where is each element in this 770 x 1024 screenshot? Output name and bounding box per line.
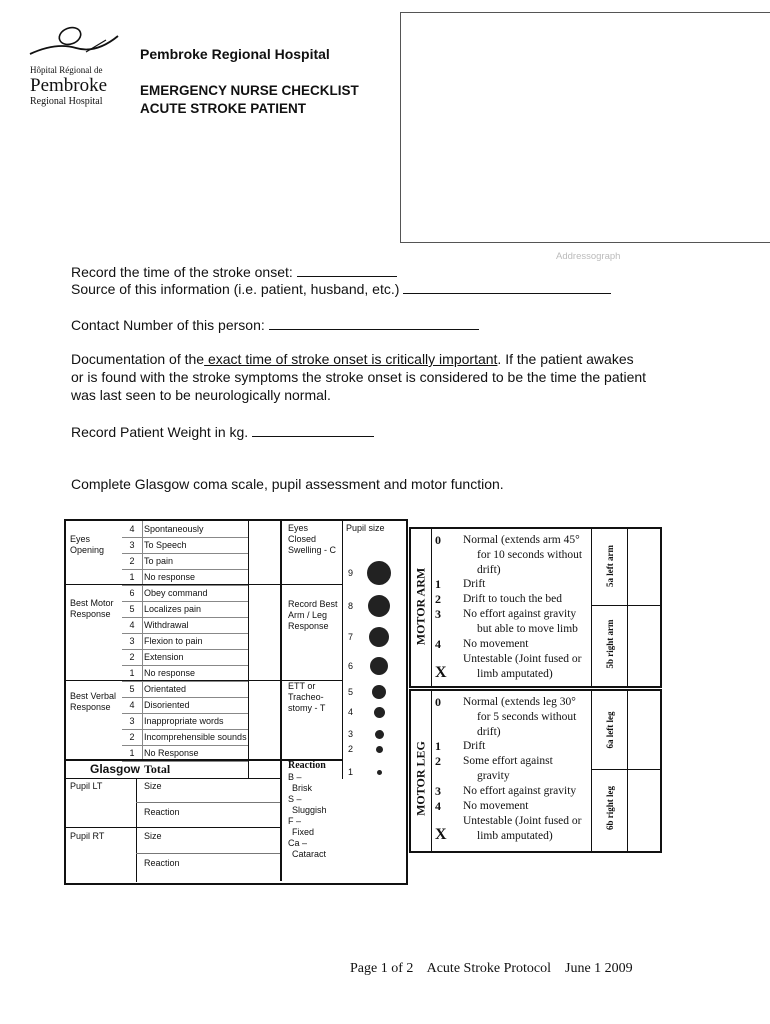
doc-pre: Documentation of the	[71, 351, 205, 367]
pupil-size-dot	[370, 657, 388, 675]
motor-score: 3	[129, 635, 135, 646]
verbal-text: Orientated	[144, 683, 187, 694]
contact-line	[71, 315, 479, 334]
eyes-score: 2	[129, 555, 135, 566]
arm-side-left: 5a left arm	[605, 545, 615, 587]
best-motor-label: Best Motor Response	[70, 598, 114, 619]
verbal-text: Inappropriate words	[144, 715, 224, 726]
complete-instruction: Complete Glasgow coma scale, pupil assessment and motor function.	[71, 476, 504, 492]
motor-leg-desc: Drift	[463, 740, 486, 752]
eyes-option[interactable]	[122, 537, 248, 554]
pupil-lt-label: Pupil LT	[70, 781, 103, 791]
pupil-size-number: 5	[348, 687, 354, 697]
logo-swoosh-icon	[26, 22, 126, 62]
reaction-code: Sluggish	[292, 805, 327, 815]
motor-leg-desc: Normal (extends leg 30°	[463, 696, 576, 708]
onset-label: Record the time of the stroke onset:	[71, 264, 293, 280]
leg-side-right: 6b right leg	[605, 786, 615, 830]
pupil-lt-reaction-label: Reaction	[144, 807, 180, 817]
motor-arm-desc: Drift	[463, 578, 486, 590]
motor-text: Withdrawal	[144, 619, 189, 630]
verbal-score: 3	[129, 715, 135, 726]
record-best-note: Record Best Arm / Leg Response	[288, 599, 338, 631]
motor-leg-desc: gravity	[477, 770, 510, 782]
pupil-size-dot	[368, 595, 390, 617]
hospital-name: Pembroke Regional Hospital	[140, 46, 330, 62]
gcs-table	[64, 519, 408, 885]
motor-text: Obey command	[144, 587, 208, 598]
motor-arm-score: 0	[435, 533, 441, 547]
motor-leg-score: 1	[435, 739, 441, 753]
verbal-score: 5	[129, 683, 135, 694]
weight-field[interactable]	[252, 422, 374, 437]
motor-leg-desc: drift)	[477, 726, 501, 738]
motor-option[interactable]	[122, 617, 248, 634]
pupil-size-dot	[377, 770, 382, 775]
total-field[interactable]	[248, 761, 280, 779]
leg-right-score-field[interactable]	[628, 770, 659, 849]
addressograph-label: Addressograph	[556, 251, 621, 262]
reaction-code: Brisk	[292, 783, 312, 793]
motor-option[interactable]	[122, 585, 248, 602]
arm-side-right: 5b right arm	[605, 619, 615, 669]
motor-score: 1	[129, 667, 135, 678]
checklist-title: EMERGENCY NURSE CHECKLIST	[140, 83, 359, 98]
pupil-size-number: 4	[348, 707, 354, 717]
motor-arm-desc: No movement	[463, 638, 529, 650]
motor-score: 5	[129, 603, 135, 614]
eyes-text: To Speech	[144, 539, 187, 550]
arm-left-score-field[interactable]	[628, 529, 659, 604]
glasgow-label: Glasgow	[90, 762, 141, 776]
motor-leg-label: MOTOR LEG	[413, 741, 428, 816]
reaction-code: B –	[288, 772, 302, 782]
motor-leg-score: 0	[435, 695, 441, 709]
contact-label: Contact Number of this person:	[71, 317, 265, 333]
best-verbal-label: Best Verbal Response	[70, 691, 117, 712]
motor-score: 2	[129, 651, 135, 662]
page-footer: Page 1 of 2 Acute Stroke Protocol June 1 2009	[350, 961, 633, 976]
motor-arm-score: 3	[435, 607, 441, 621]
motor-arm-desc: drift)	[477, 564, 501, 576]
motor-leg-score: 3	[435, 784, 441, 798]
verbal-text: No Response	[144, 747, 199, 758]
verbal-option[interactable]	[122, 729, 248, 746]
reaction-code: Cataract	[292, 849, 327, 859]
motor-arm-desc: Normal (extends arm 45°	[463, 534, 580, 546]
source-field[interactable]	[403, 279, 611, 294]
motor-arm-desc: Drift to touch the bed	[463, 593, 563, 605]
motor-arm-desc: Untestable (Joint fused or	[463, 653, 582, 665]
motor-leg-desc: Untestable (Joint fused or	[463, 815, 582, 827]
pupil-rt-size-label: Size	[144, 831, 162, 841]
leg-left-score-field[interactable]	[628, 691, 659, 768]
motor-leg-desc: limb amputated)	[477, 830, 553, 842]
reaction-code: Ca –	[288, 838, 308, 848]
logo-line2: Pembroke	[30, 75, 108, 96]
verbal-option[interactable]	[122, 697, 248, 714]
verbal-text: Disoriented	[144, 699, 190, 710]
motor-leg-desc: for 5 seconds without	[477, 711, 577, 723]
pupil-lt-size-label: Size	[144, 781, 162, 791]
motor-arm-score: X	[435, 664, 447, 681]
eyes-closed-note: Eyes Closed Swelling - C	[288, 523, 337, 555]
pupil-size-dot	[372, 685, 386, 699]
contact-field[interactable]	[269, 315, 479, 330]
motor-score: 6	[129, 587, 135, 598]
total-label: Total	[144, 762, 171, 776]
motor-option[interactable]	[122, 601, 248, 618]
pupil-size-number: 3	[348, 729, 354, 739]
eyes-option[interactable]	[122, 521, 248, 538]
hospital-logo	[26, 22, 126, 114]
doc-line3: was last seen to be neurologically normal.	[71, 387, 331, 403]
motor-arm-score: 1	[435, 577, 441, 591]
eyes-option[interactable]	[122, 553, 248, 570]
pupil-size-number: 9	[348, 568, 354, 578]
motor-arm-score: 2	[435, 592, 441, 606]
doc-post: . If the patient awakes	[497, 351, 634, 367]
eyes-opening-label: Eyes Opening	[70, 534, 105, 555]
verbal-score: 4	[129, 699, 135, 710]
motor-arm-desc: No effort against gravity	[463, 608, 577, 620]
pupil-size-dot	[376, 746, 383, 753]
motor-leg-table	[409, 689, 662, 853]
reaction-code: Fixed	[292, 827, 315, 837]
onset-field[interactable]	[297, 262, 397, 277]
documentation-paragraph	[71, 350, 711, 404]
pupil-size-dot	[367, 561, 391, 585]
ett-note: ETT or Tracheo- stomy - T	[288, 681, 326, 713]
source-label: Source of this information (i.e. patient, husband, etc.)	[71, 281, 400, 297]
eyes-text: Spontaneously	[144, 523, 204, 534]
logo-line1: Hôpital Régional de	[30, 65, 103, 75]
weight-line	[71, 422, 374, 441]
verbal-score: 1	[129, 747, 135, 758]
motor-leg-score: 4	[435, 799, 441, 813]
motor-leg-desc: Some effort against	[463, 755, 553, 767]
motor-arm-score: 4	[435, 637, 441, 651]
pupil-size-dot	[374, 707, 385, 718]
pupil-rt-label: Pupil RT	[70, 831, 105, 841]
verbal-score: 2	[129, 731, 135, 742]
addressograph-box[interactable]	[400, 12, 770, 243]
arm-right-score-field[interactable]	[628, 606, 659, 684]
pupil-size-number: 2	[348, 744, 354, 754]
pupil-size-head: Pupil size	[346, 523, 385, 533]
motor-arm-desc: but able to move limb	[477, 623, 578, 635]
pupil-size-number: 8	[348, 601, 354, 611]
pupil-size-number: 6	[348, 661, 354, 671]
checklist-subtitle: ACUTE STROKE PATIENT	[140, 101, 307, 116]
motor-text: Localizes pain	[144, 603, 202, 614]
motor-text: No response	[144, 667, 196, 678]
verbal-option[interactable]	[122, 681, 248, 698]
reaction-codes	[288, 772, 344, 860]
reaction-code: F –	[288, 816, 302, 826]
motor-leg-score: X	[435, 826, 447, 843]
motor-arm-label: MOTOR ARM	[413, 567, 428, 646]
weight-label: Record Patient Weight in kg.	[71, 424, 249, 440]
motor-leg-desc: No movement	[463, 800, 529, 812]
eyes-score: 3	[129, 539, 135, 550]
motor-arm-table	[409, 527, 662, 688]
eyes-text: To pain	[144, 555, 174, 566]
pupil-rt-reaction-label: Reaction	[144, 858, 180, 868]
motor-leg-desc: No effort against gravity	[463, 785, 577, 797]
motor-score: 4	[129, 619, 135, 630]
doc-underline: exact time of stroke onset is critically important	[204, 351, 498, 367]
leg-side-left: 6a left leg	[605, 711, 615, 749]
reaction-code: S –	[288, 794, 302, 804]
motor-leg-score: 2	[435, 754, 441, 768]
pupil-size-number: 1	[348, 767, 354, 777]
motor-text: Flexion to pain	[144, 635, 203, 646]
motor-arm-desc: for 10 seconds without	[477, 549, 583, 561]
motor-arm-desc: limb amputated)	[477, 668, 553, 680]
eyes-score: 4	[129, 523, 135, 534]
doc-line2: or is found with the stroke symptoms the stroke onset is considered to be the time the patient	[71, 369, 647, 385]
motor-option[interactable]	[122, 633, 248, 650]
pupil-size-dot	[375, 730, 384, 739]
source-line	[71, 279, 611, 298]
verbal-option[interactable]	[122, 713, 248, 730]
verbal-text: Incomprehensible sounds	[144, 731, 247, 742]
eyes-score: 1	[129, 571, 135, 582]
motor-option[interactable]	[122, 649, 248, 666]
logo-line3: Regional Hospital	[30, 96, 103, 107]
eyes-text: No response	[144, 571, 196, 582]
reaction-head: Reaction	[288, 760, 326, 771]
pupil-size-dot	[369, 627, 389, 647]
pupil-size-number: 7	[348, 632, 354, 642]
motor-text: Extension	[144, 651, 184, 662]
